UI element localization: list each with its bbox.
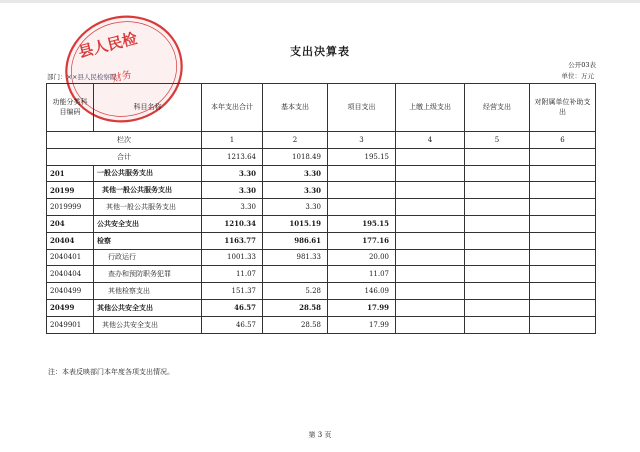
empty-cell	[530, 316, 596, 333]
row-project	[328, 199, 396, 216]
empty-cell	[530, 199, 596, 216]
row-code: 204	[47, 215, 94, 232]
page-title: 支出决算表	[290, 45, 350, 58]
header-upper: 上缴上级支出	[396, 84, 465, 132]
row-code: 201	[47, 165, 94, 182]
row-project	[328, 165, 396, 182]
empty-cell	[465, 182, 530, 199]
row-basic: 28.58	[263, 316, 328, 333]
row-name: 公共安全支出	[94, 215, 202, 232]
row-name: 其他一般公共服务支出	[94, 182, 202, 199]
total-total: 1213.64	[202, 148, 263, 165]
empty-cell	[396, 266, 465, 283]
row-basic: 28.58	[263, 299, 328, 316]
header-total: 本年支出合计	[202, 84, 263, 132]
row-total: 3.30	[202, 199, 263, 216]
empty-cell	[530, 266, 596, 283]
col-number: 5	[465, 132, 530, 149]
empty-cell	[465, 316, 530, 333]
row-name: 行政运行	[94, 249, 202, 266]
empty-cell	[530, 165, 596, 182]
table-row	[47, 299, 596, 316]
table-row	[47, 215, 596, 232]
row-name: 查办和预防职务犯罪	[94, 266, 202, 283]
row-name: 其他一般公共服务支出	[94, 199, 202, 216]
svg-text:财务: 财务	[110, 69, 133, 86]
row-name: 其他公共安全支出	[94, 316, 202, 333]
row-total: 46.57	[202, 316, 263, 333]
row-code: 2019999	[47, 199, 94, 216]
unit-label: 单位：万元	[561, 72, 594, 80]
row-basic: 986.61	[263, 232, 328, 249]
empty-cell	[396, 215, 465, 232]
row-code: 20404	[47, 232, 94, 249]
empty-cell	[465, 148, 530, 165]
col-number-label: 栏次	[47, 132, 202, 149]
row-name: 一般公共服务支出	[94, 165, 202, 182]
empty-cell	[465, 165, 530, 182]
row-total: 3.30	[202, 182, 263, 199]
empty-cell	[465, 199, 530, 216]
table-row	[47, 182, 596, 199]
row-project: 17.99	[328, 299, 396, 316]
row-basic: 981.33	[263, 249, 328, 266]
total-project: 195.15	[328, 148, 396, 165]
header-code: 功能分类科目编码	[47, 84, 94, 132]
page-edge	[0, 0, 640, 3]
department-line	[47, 72, 116, 81]
row-code: 20499	[47, 299, 94, 316]
empty-cell	[530, 215, 596, 232]
empty-cell	[396, 232, 465, 249]
row-project: 17.99	[328, 316, 396, 333]
table-row	[47, 316, 596, 333]
empty-cell	[396, 316, 465, 333]
row-code: 2040401	[47, 249, 94, 266]
empty-cell	[396, 148, 465, 165]
department-label: 部门：	[47, 73, 67, 81]
table-row	[47, 232, 596, 249]
empty-cell	[465, 283, 530, 300]
row-name: 检察	[94, 232, 202, 249]
empty-cell	[530, 283, 596, 300]
row-basic	[263, 266, 328, 283]
col-number: 2	[263, 132, 328, 149]
form-number: 公开03表	[568, 61, 596, 69]
empty-cell	[465, 299, 530, 316]
row-code: 2049901	[47, 316, 94, 333]
row-total: 46.57	[202, 299, 263, 316]
empty-cell	[530, 299, 596, 316]
empty-cell	[465, 215, 530, 232]
row-name: 其他检察支出	[94, 283, 202, 300]
row-project	[328, 182, 396, 199]
total-label: 合计	[47, 148, 202, 165]
empty-cell	[396, 299, 465, 316]
table-row	[47, 283, 596, 300]
total-row	[47, 148, 596, 165]
empty-cell	[530, 249, 596, 266]
svg-text:县人民检: 县人民检	[76, 29, 140, 62]
empty-cell	[396, 165, 465, 182]
empty-cell	[396, 182, 465, 199]
total-basic: 1018.49	[263, 148, 328, 165]
table-row	[47, 199, 596, 216]
row-total: 1001.33	[202, 249, 263, 266]
row-basic: 3.30	[263, 165, 328, 182]
row-project: 20.00	[328, 249, 396, 266]
col-number: 1	[202, 132, 263, 149]
empty-cell	[530, 232, 596, 249]
row-total: 1163.77	[202, 232, 263, 249]
empty-cell	[465, 232, 530, 249]
col-number: 4	[396, 132, 465, 149]
header-project: 项目支出	[328, 84, 396, 132]
empty-cell	[465, 266, 530, 283]
row-project: 177.16	[328, 232, 396, 249]
empty-cell	[530, 182, 596, 199]
col-number: 6	[530, 132, 596, 149]
row-total: 11.07	[202, 266, 263, 283]
empty-cell	[530, 148, 596, 165]
row-project: 146.09	[328, 283, 396, 300]
row-project: 195.15	[328, 215, 396, 232]
row-code: 20199	[47, 182, 94, 199]
empty-cell	[396, 249, 465, 266]
col-number: 3	[328, 132, 396, 149]
empty-cell	[465, 249, 530, 266]
row-total: 3.30	[202, 165, 263, 182]
row-project: 11.07	[328, 266, 396, 283]
table-row	[47, 165, 596, 182]
row-basic: 1015.19	[263, 215, 328, 232]
empty-cell	[396, 283, 465, 300]
table-row	[47, 266, 596, 283]
row-basic: 3.30	[263, 182, 328, 199]
row-total: 151.37	[202, 283, 263, 300]
row-code: 2040404	[47, 266, 94, 283]
row-basic: 3.30	[263, 199, 328, 216]
page-number: 第 3 页	[308, 431, 332, 439]
table-row	[47, 249, 596, 266]
column-number-row	[47, 132, 596, 149]
header-subsidy: 对附属单位补助支出	[530, 84, 596, 132]
row-name: 其他公共安全支出	[94, 299, 202, 316]
header-basic: 基本支出	[263, 84, 328, 132]
row-basic: 5.28	[263, 283, 328, 300]
empty-cell	[396, 199, 465, 216]
header-name: 科目名称	[94, 84, 202, 132]
header-business: 经营支出	[465, 84, 530, 132]
row-total: 1210.34	[202, 215, 263, 232]
table-header-row	[47, 84, 596, 132]
expenditure-table	[46, 83, 596, 334]
department-value: ××县人民检察院	[66, 73, 117, 81]
footnote: 注：本表反映部门本年度各项支出情况。	[48, 368, 174, 376]
row-code: 2040499	[47, 283, 94, 300]
